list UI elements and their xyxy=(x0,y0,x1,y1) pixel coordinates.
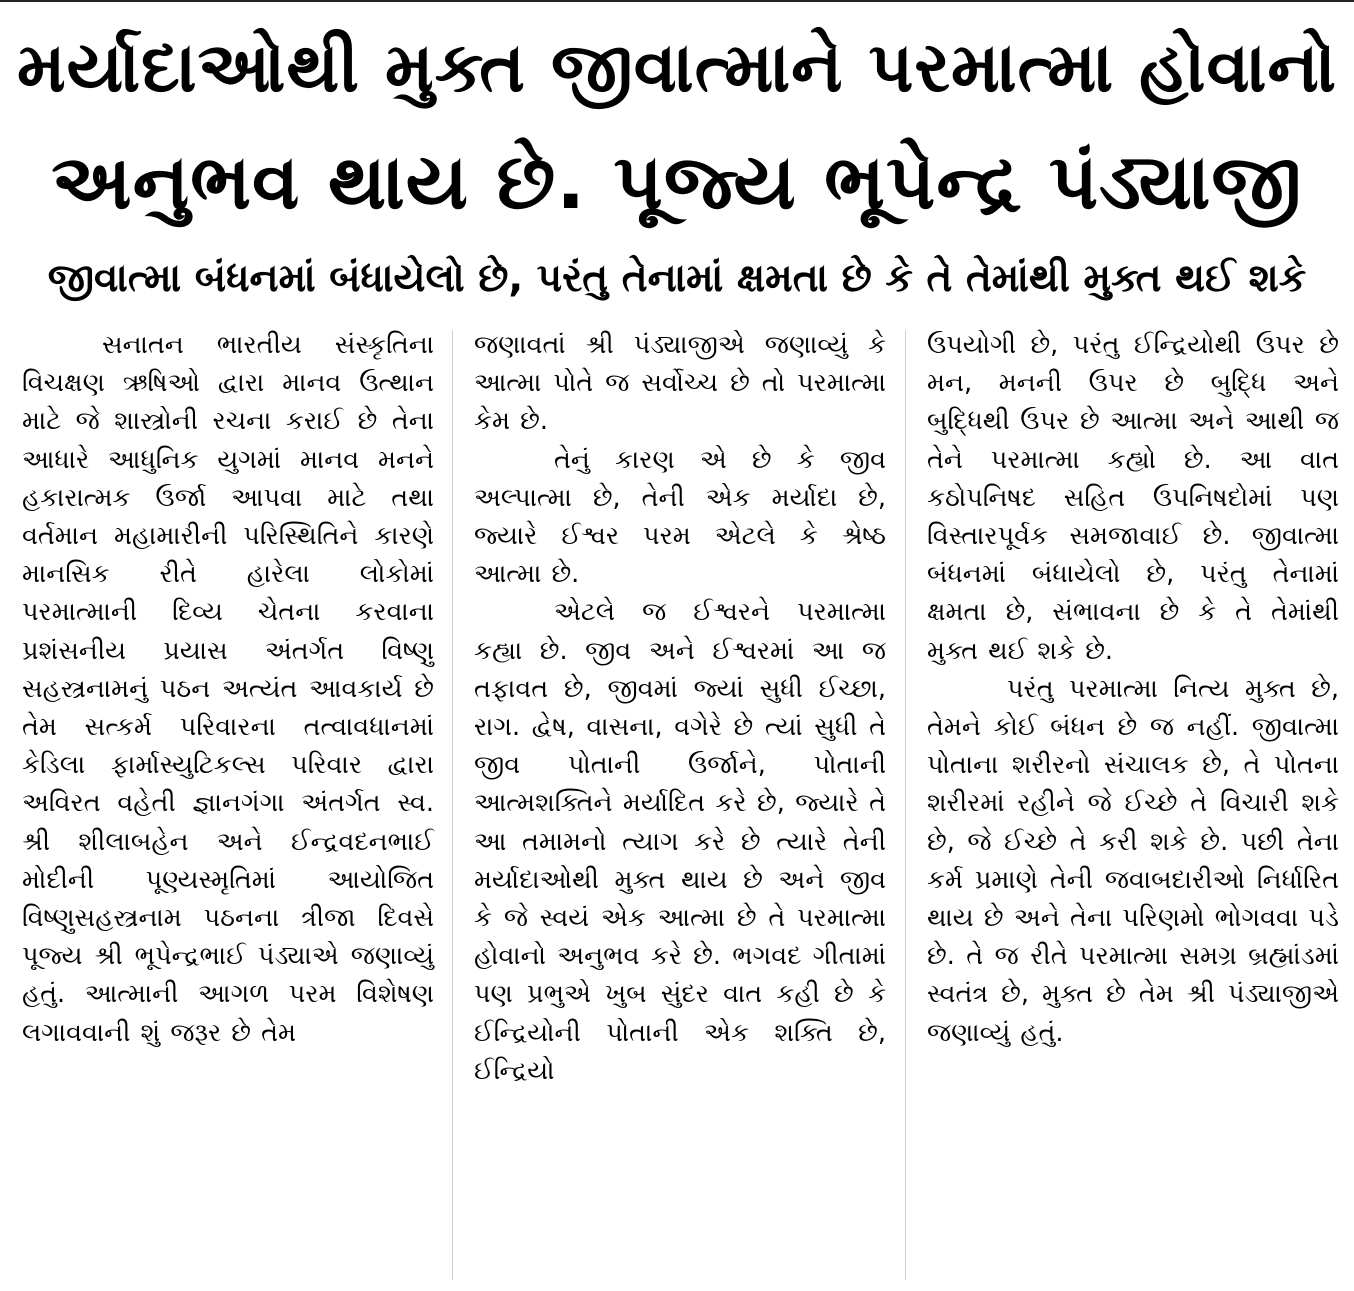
paragraph: ઉપયોગી છે, પરંતુ ઈન્દ્રિયોથી ઉપર છે મન, મનની ઉપર છે બુદ્ધિ અને બુદ્ધિથી ઉપર છે આત્મા અને આથી જ તેને પરમાત્મા કહ્યો છે. આ વાત કઠોપનિષદ સહિત ઉપનિષદોમાં પણ વિસ્તારપૂર્વક સમજાવાઈ છે. જીવાત્મા બંધનમાં બંધાયેલો છે, પરંતુ તેનામાં ક્ષમતા છે, સંભાવના છે કે તે તેમાંથી મુક્ત થઈ શકે છે. xyxy=(927,330,1339,666)
paragraph: તેનું કારણ એ છે કે જીવ અલ્પાત્મા છે, તેની એક મર્યાદા છે, જ્યારે ઈશ્વર પરમ એટલે કે શ્રેષ્ઠ આત્મા છે. xyxy=(474,444,886,590)
article-column-2 xyxy=(474,326,886,1090)
paragraph: પરંતુ પરમાત્મા નિત્ય મુક્ત છે, તેમને કોઈ બંધન છે જ નહીં. જીવાત્મા પોતાના શરીરનો સંચાલક છે, તે પોતના શરીરમાં રહીને જે ઈચ્છે તે વિચારી શકે છે, જે ઈચ્છે તે કરી શકે છે. પછી તેના કર્મ પ્રમાણે તેની જવાબદારીઓ નિર્ધારિત થાય છે અને તેના પરિણમો ભોગવવા પડે છે. તે જ રીતે પરમાત્મા સમગ્ર બ્રહ્માંડમાં સ્વતંત્ર છે, મુક્ત છે તેમ શ્રી પંડ્યાજીએ જણાવ્યું હતું. xyxy=(927,673,1339,1048)
paragraph: સનાતન ભારતીય સંસ્કૃતિના વિચક્ષણ ઋષિઓ દ્વારા માનવ ઉત્થાન માટે જે શાસ્ત્રોની રચના કરાઈ છે તેના આધારે આધુનિક યુગમાં માનવ મનને હકારાત્મક ઉર્જા આપવા માટે તથા વર્તમાન મહામારીની પરિસ્થિતિને કારણે માનસિક રીતે હારેલા લોકોમાં પરમાત્માની દિવ્ય ચેતના કરવાના પ્રશંસનીય પ્રયાસ અંતર્ગત વિષ્ણુ સહસ્ત્રનામનું પઠન અત્યંત આવકાર્ય છે તેમ સત્કર્મ પરિવારના તત્વાવધાનમાં કેડિલા ફાર્માસ્યુટિકલ્સ પરિવાર દ્વારા અવિરત વહેતી જ્ઞાનગંગા અંતર્ગત સ્વ. શ્રી શીલાબહેન અને ઈન્દ્રવદનભાઈ મોદીની પૂણ્યસ્મૃતિમાં આયોજિત વિષ્ણુસહસ્ત્રનામ પઠનના ત્રીજા દિવસે પૂજ્ય શ્રી ભૂપેન્દ્રભાઈ પંડ્યાએ જણાવ્યું હતું. આત્માની આગળ પરમ વિશેષણ લગાવવાની શું જરૂર છે તેમ xyxy=(22,330,434,1048)
article-column-1 xyxy=(22,326,434,1052)
column-divider xyxy=(905,330,906,1280)
subheadline: જીવાત્મા બંધનમાં બંધાયેલો છે, પરંતુ તેનામાં ક્ષમતા છે કે તે તેમાંથી મુક્ત થઈ શકે xyxy=(47,256,1307,301)
paragraph: એટલે જ ઈશ્વરને પરમાત્મા કહ્યા છે. જીવ અને ઈશ્વરમાં આ જ તફાવત છે, જીવમાં જ્યાં સુધી ઈચ્છા, રાગ. દ્વેષ, વાસના, વગેરે છે ત્યાં સુધી તે જીવ પોતાની ઉર્જાને, પોતાની આત્મશક્તિને મર્યાદિત કરે છે, જ્યારે તે આ તમામનો ત્યાગ કરે છે ત્યારે તેની મર્યાદાઓથી મુક્ત થાય છે અને જીવ કે જે સ્વયં એક આત્મા છે તે પરમાત્મા હોવાનો અનુભવ કરે છે. ભગવદ ગીતામાં પણ પ્રભુએ ખુબ સુંદર વાત કહી છે કે ઈન્દ્રિયોની પોતાની એક શક્તિ છે, ઈન્દ્રિયો xyxy=(474,597,886,1086)
headline-line-1: મર્યાદાઓથી મુક્ત જીવાત્માને પરમાત્મા હોવાનો xyxy=(16,28,1338,108)
headline-line-2: અનુભવ થાય છે. પૂજ્ય ભૂપેન્દ્ર પંડ્યાજી xyxy=(51,137,1303,226)
column-divider xyxy=(452,330,453,1280)
paragraph: જણાવતાં શ્રી પંડ્યાજીએ જણાવ્યું કે આત્મા પોતે જ સર્વોચ્ચ છે તો પરમાત્મા કેમ છે. xyxy=(474,330,886,437)
article-column-3 xyxy=(927,326,1339,1052)
top-rule xyxy=(0,0,1354,2)
